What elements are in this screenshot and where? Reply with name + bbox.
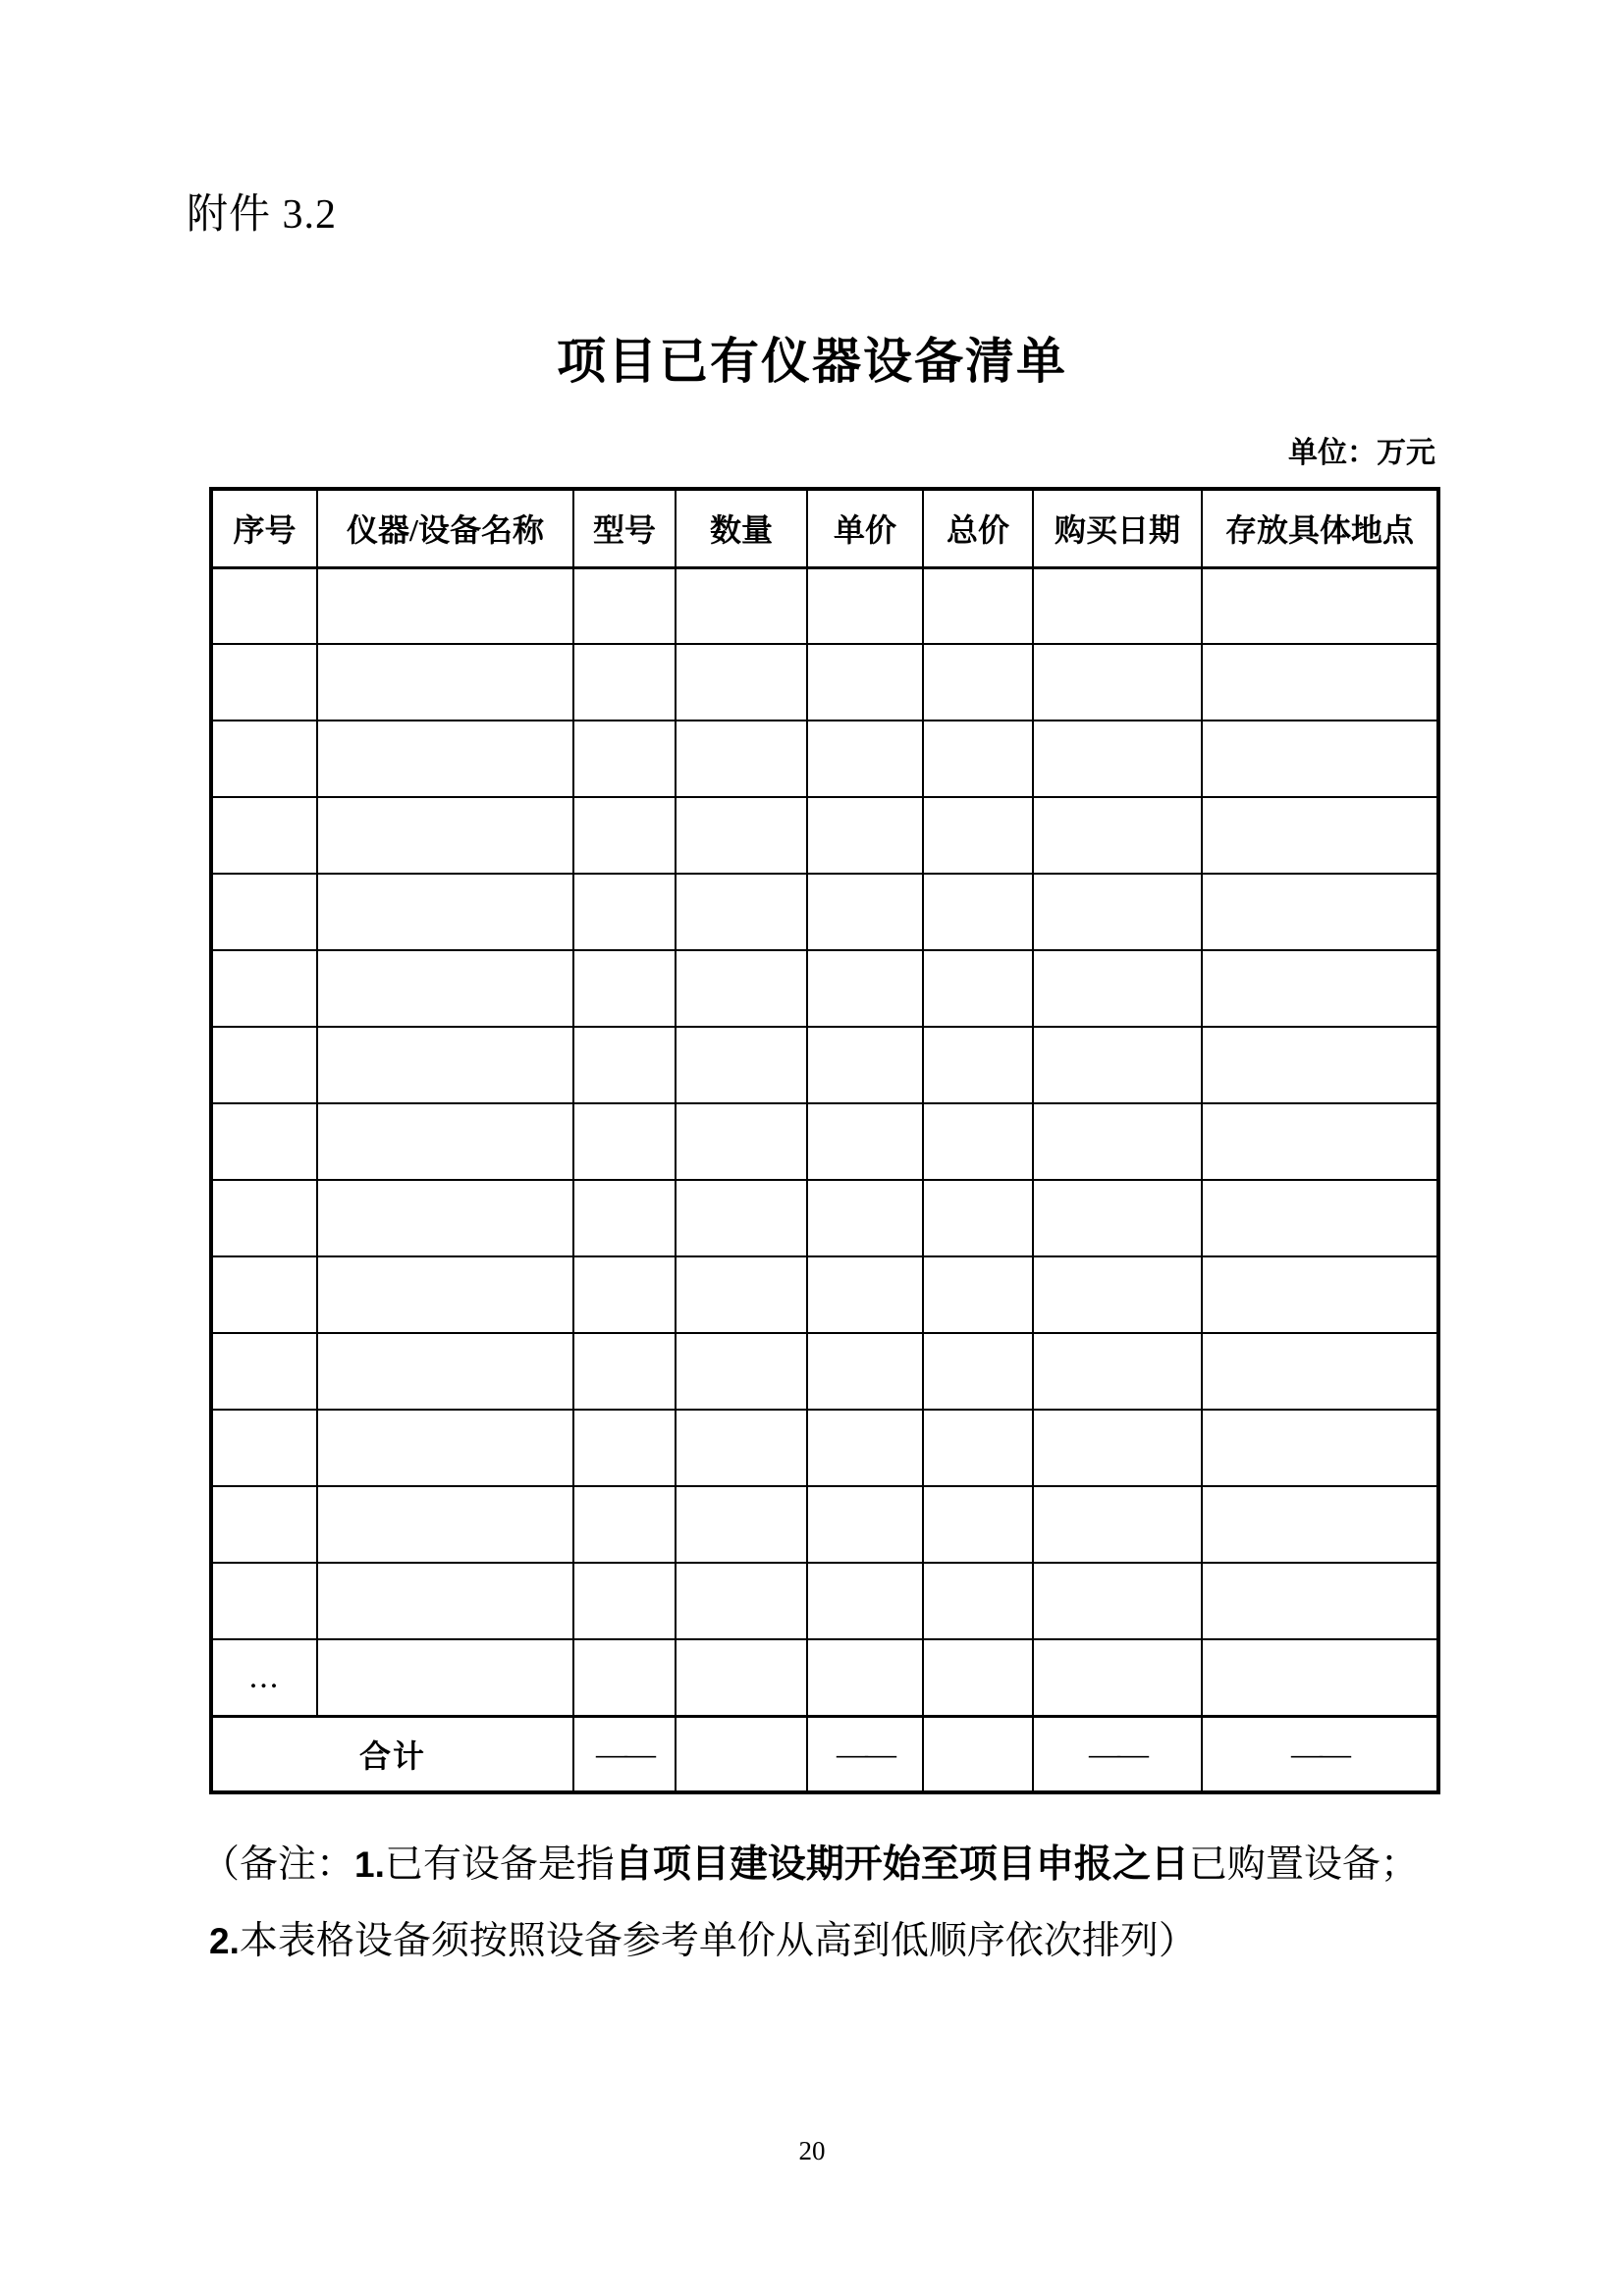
empty-cell: [317, 1103, 573, 1180]
empty-cell: [676, 567, 807, 644]
empty-cell: [1202, 1333, 1438, 1410]
empty-cell: [211, 1180, 317, 1256]
empty-cell: [676, 1333, 807, 1410]
column-header-quantity: 数量: [676, 489, 807, 567]
empty-cell: [317, 1410, 573, 1486]
empty-cell: [923, 950, 1033, 1027]
table-row: [211, 1180, 1438, 1256]
empty-cell: [573, 797, 676, 874]
note-line-1: [201, 1834, 1419, 1889]
total-row: [211, 1716, 1438, 1792]
empty-cell: [1202, 1180, 1438, 1256]
empty-cell: [807, 1410, 923, 1486]
empty-cell: [317, 950, 573, 1027]
empty-cell: [573, 874, 676, 950]
empty-cell: [807, 1103, 923, 1180]
table-row: [211, 721, 1438, 797]
empty-cell: [1202, 1563, 1438, 1639]
empty-cell: [317, 1486, 573, 1563]
empty-cell: [1033, 1563, 1202, 1639]
empty-cell: [923, 567, 1033, 644]
table-row: [211, 1333, 1438, 1410]
column-header-total-price: 总价: [923, 489, 1033, 567]
empty-cell: [573, 1639, 676, 1716]
empty-cell: [1033, 644, 1202, 721]
empty-cell: [807, 874, 923, 950]
empty-cell: [923, 721, 1033, 797]
empty-cell: [573, 950, 676, 1027]
attachment-label: 附件 3.2: [187, 192, 338, 238]
empty-cell: [1033, 1639, 1202, 1716]
empty-cell: [807, 1486, 923, 1563]
empty-cell: [1033, 1180, 1202, 1256]
empty-cell: [676, 1256, 807, 1333]
empty-cell: [807, 1256, 923, 1333]
empty-cell: [1202, 874, 1438, 950]
empty-cell: [573, 1333, 676, 1410]
empty-cell: [676, 1410, 807, 1486]
table-row: [211, 874, 1438, 950]
note1-mid: 已有设备是指: [384, 1843, 615, 1886]
equipment-table: [209, 487, 1440, 1794]
empty-cell: [211, 567, 317, 644]
empty-cell: [807, 644, 923, 721]
empty-cell: [211, 644, 317, 721]
empty-cell: [1033, 1103, 1202, 1180]
empty-cell: [317, 1027, 573, 1103]
empty-cell: [1202, 1410, 1438, 1486]
empty-cell: [573, 1486, 676, 1563]
empty-cell: [211, 1027, 317, 1103]
note2-text: 本表格设备须按照设备参考单价从高到低顺序依次排列）: [239, 1920, 1197, 1962]
empty-cell: [807, 1639, 923, 1716]
empty-cell: [573, 1180, 676, 1256]
column-header-no: 序号: [211, 489, 317, 567]
empty-cell: [317, 567, 573, 644]
empty-cell: [1033, 567, 1202, 644]
empty-cell: [676, 644, 807, 721]
empty-cell: [1033, 874, 1202, 950]
empty-cell: [807, 1027, 923, 1103]
empty-cell: [1033, 1410, 1202, 1486]
empty-cell: [923, 797, 1033, 874]
empty-cell: [923, 644, 1033, 721]
column-header-unit-price: 单价: [807, 489, 923, 567]
empty-cell: [1033, 1486, 1202, 1563]
empty-cell: [211, 1410, 317, 1486]
empty-cell: [807, 1180, 923, 1256]
empty-cell: [676, 1180, 807, 1256]
empty-cell: [573, 1027, 676, 1103]
empty-cell: [1033, 797, 1202, 874]
empty-cell: [1202, 721, 1438, 797]
empty-cell: [317, 874, 573, 950]
empty-cell: [1202, 797, 1438, 874]
empty-cell: [923, 1180, 1033, 1256]
total-dash-purchase-date: ——: [1033, 1716, 1202, 1792]
empty-cell: [676, 1027, 807, 1103]
table-row: [211, 1027, 1438, 1103]
empty-cell: [807, 567, 923, 644]
empty-cell: [317, 721, 573, 797]
empty-cell: [676, 797, 807, 874]
empty-cell: [1033, 1256, 1202, 1333]
empty-cell: [317, 1333, 573, 1410]
note1-number: 1.: [354, 1844, 385, 1885]
empty-cell: [676, 1486, 807, 1563]
total-dash-model: ——: [573, 1716, 676, 1792]
empty-cell: [676, 950, 807, 1027]
empty-cell: [1033, 721, 1202, 797]
empty-cell: [211, 874, 317, 950]
empty-cell: [1202, 567, 1438, 644]
empty-cell: [211, 1486, 317, 1563]
table-row: [211, 1563, 1438, 1639]
empty-cell: [1202, 950, 1438, 1027]
table-row: [211, 1410, 1438, 1486]
empty-cell: [1202, 1256, 1438, 1333]
column-header-location: 存放具体地点: [1202, 489, 1438, 567]
note1-suffix: 已购置设备；: [1188, 1843, 1419, 1886]
ellipsis-row: [211, 1639, 1438, 1716]
total-dash-location: ——: [1202, 1716, 1438, 1792]
empty-cell: [676, 1639, 807, 1716]
empty-cell: [317, 644, 573, 721]
table-row: [211, 1103, 1438, 1180]
empty-cell: [923, 1563, 1033, 1639]
empty-cell: [1202, 1639, 1438, 1716]
empty-cell: [211, 1563, 317, 1639]
empty-cell: [1033, 1333, 1202, 1410]
empty-cell: [573, 1103, 676, 1180]
empty-cell: [923, 1410, 1033, 1486]
empty-cell: [1202, 644, 1438, 721]
empty-cell: [807, 1333, 923, 1410]
empty-cell: [317, 1563, 573, 1639]
empty-cell: [211, 1333, 317, 1410]
empty-cell: [573, 1563, 676, 1639]
empty-cell: [573, 721, 676, 797]
empty-cell: [923, 1639, 1033, 1716]
empty-cell: [923, 1027, 1033, 1103]
note1-prefix: （备注：: [201, 1843, 355, 1886]
empty-cell: [573, 1410, 676, 1486]
empty-cell: [676, 874, 807, 950]
table-row: [211, 1256, 1438, 1333]
empty-cell: [807, 721, 923, 797]
empty-cell: [676, 721, 807, 797]
ellipsis-cell: ...: [211, 1639, 317, 1716]
empty-cell: [807, 797, 923, 874]
empty-cell: [317, 1180, 573, 1256]
table-row: [211, 644, 1438, 721]
table-row: [211, 1486, 1438, 1563]
page-number: 20: [798, 2136, 826, 2165]
total-price-cell: [923, 1716, 1033, 1792]
table-row: [211, 567, 1438, 644]
empty-cell: [317, 797, 573, 874]
total-label: 合计: [211, 1716, 573, 1792]
empty-cell: [923, 1103, 1033, 1180]
empty-cell: [923, 1256, 1033, 1333]
empty-cell: [573, 567, 676, 644]
table-row: [211, 797, 1438, 874]
empty-cell: [573, 644, 676, 721]
empty-cell: [1033, 1027, 1202, 1103]
empty-cell: [807, 1563, 923, 1639]
empty-cell: [1202, 1103, 1438, 1180]
page-title: 项目已有仪器设备清单: [557, 334, 1067, 389]
empty-cell: [211, 950, 317, 1027]
column-header-name: 仪器/设备名称: [317, 489, 573, 567]
empty-cell: [1202, 1486, 1438, 1563]
empty-cell: [923, 1333, 1033, 1410]
note2-number: 2.: [209, 1921, 240, 1961]
empty-cell: [923, 1486, 1033, 1563]
total-dash-unit-price: ——: [807, 1716, 923, 1792]
empty-cell: [573, 1256, 676, 1333]
empty-cell: [807, 950, 923, 1027]
empty-cell: [1202, 1027, 1438, 1103]
empty-cell: [317, 1639, 573, 1716]
empty-cell: [211, 1256, 317, 1333]
table-row: [211, 950, 1438, 1027]
empty-cell: [317, 1256, 573, 1333]
total-quantity-cell: [676, 1716, 807, 1792]
empty-cell: [676, 1563, 807, 1639]
note-line-2: [209, 1910, 1197, 1965]
empty-cell: [1033, 950, 1202, 1027]
empty-cell: [923, 874, 1033, 950]
header-row: [211, 489, 1438, 567]
empty-cell: [211, 797, 317, 874]
empty-cell: [211, 1103, 317, 1180]
column-header-model: 型号: [573, 489, 676, 567]
column-header-purchase-date: 购买日期: [1033, 489, 1202, 567]
empty-cell: [676, 1103, 807, 1180]
unit-label: 单位：万元: [1288, 437, 1435, 469]
note1-bold-segment: 自项目建设期开始至项目申报之日: [614, 1843, 1189, 1886]
table-body: [211, 567, 1438, 1792]
empty-cell: [211, 721, 317, 797]
